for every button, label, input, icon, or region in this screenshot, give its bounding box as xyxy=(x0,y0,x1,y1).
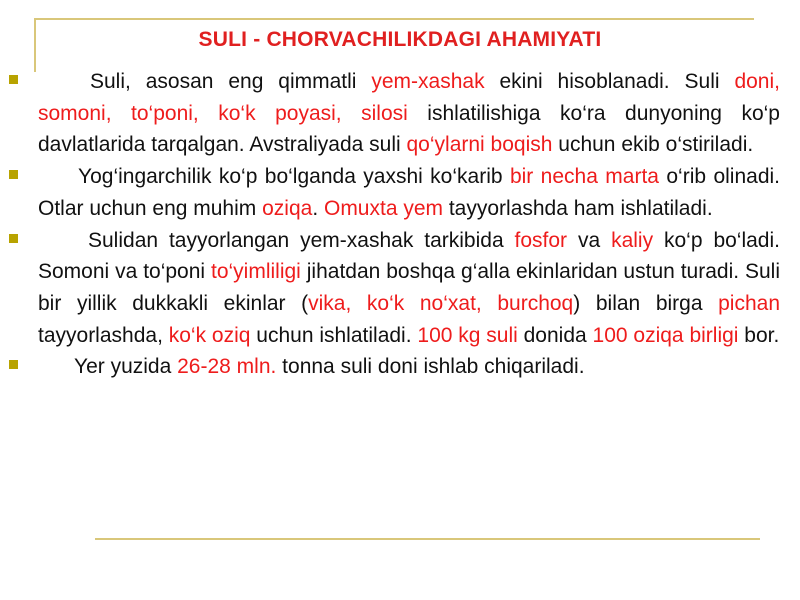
highlighted-term: oziqa xyxy=(262,196,313,220)
paragraph-2 xyxy=(8,161,780,224)
paragraph-1-text xyxy=(38,70,780,156)
highlighted-term: bir necha marta xyxy=(509,165,659,189)
text-segment: bor. xyxy=(738,323,780,347)
text-segment: donida xyxy=(517,323,593,347)
highlighted-term: 100 oziqa birligi xyxy=(592,323,739,347)
highlighted-term: 26-28 mln. xyxy=(177,355,277,379)
square-bullet-icon xyxy=(9,75,18,84)
text-segment: tonna suli doni ishlab chiqariladi. xyxy=(276,355,585,379)
highlighted-term: kaliy xyxy=(611,228,654,252)
text-segment: tayyorlashda ham ishlatiladi. xyxy=(443,196,713,220)
slide-title: SULI - CHORVACHILIKDAGI AHAMIYATI xyxy=(198,28,602,51)
highlighted-term: 100 kg suli xyxy=(417,323,518,347)
text-segment: uchun ishlatiladi. xyxy=(250,323,418,347)
text-segment: o‘rib olinadi. Otlar uchun eng muhim xyxy=(38,165,781,220)
highlighted-term: doni, somoni, to‘poni, ko‘k poyasi, silosi xyxy=(38,70,780,125)
highlighted-term: pichan xyxy=(718,291,781,315)
paragraph-2-text xyxy=(38,165,780,220)
highlighted-term: qo‘ylarni boqish xyxy=(406,133,553,157)
paragraph-3 xyxy=(8,225,780,352)
text-segment: Suli, asosan eng qimmatli xyxy=(90,70,372,93)
text-segment: Yog‘ingarchilik ko‘p bo‘lganda yaxshi ko‘karib xyxy=(78,165,510,189)
highlighted-term: vika, ko‘k no‘xat, burchoq xyxy=(308,291,574,315)
text-segment: va xyxy=(567,228,612,252)
text-segment: uchun ekib o‘stiriladi. xyxy=(552,133,754,157)
paragraph-1 xyxy=(8,66,780,161)
frame-top-line xyxy=(34,18,754,20)
square-bullet-icon xyxy=(9,360,18,369)
highlighted-term: yem-xashak xyxy=(371,70,485,93)
highlighted-term: fosfor xyxy=(514,228,568,252)
text-segment: . xyxy=(312,196,324,220)
text-segment: ) bilan birga xyxy=(573,291,719,315)
text-segment: Yer yuzida xyxy=(74,355,178,379)
paragraph-3-text xyxy=(38,229,780,347)
highlighted-term: Omuxta yem xyxy=(323,196,444,220)
paragraph-4-text xyxy=(74,355,585,378)
text-segment: jihatdan boshqa g‘alla ekinlaridan ustun turadi. Suli bir yillik dukkakli ekinlar ( xyxy=(38,260,780,315)
slide-body xyxy=(8,66,780,383)
text-segment: ko‘p bo‘ladi. Somoni va to‘poni xyxy=(38,228,780,284)
text-segment: Sulidan tayyorlangan yem-xashak tarkibida xyxy=(88,228,515,252)
square-bullet-icon xyxy=(9,234,18,243)
square-bullet-icon xyxy=(9,170,18,179)
highlighted-term: to‘yimliligi xyxy=(210,260,301,284)
text-segment: ekini hisoblanadi. Suli xyxy=(484,70,735,93)
highlighted-term: ko‘k oziq xyxy=(168,323,251,347)
paragraph-4 xyxy=(8,351,780,383)
text-segment: ishlatilishiga ko‘ra dunyoning ko‘p davlatlarida tarqalgan. Avstraliyada suli xyxy=(38,101,780,157)
text-segment: tayyorlashda, xyxy=(38,323,169,347)
frame-bottom-line xyxy=(95,538,760,540)
